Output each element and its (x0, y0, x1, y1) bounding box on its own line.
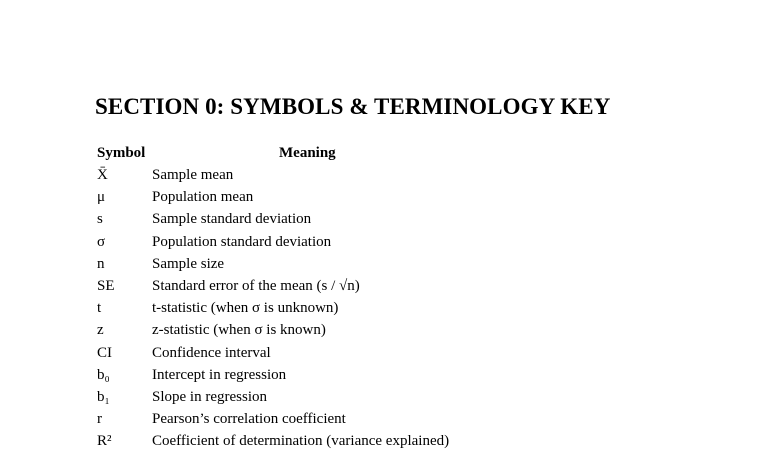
meaning-cell: t-statistic (when σ is unknown) (152, 300, 339, 317)
table-row (97, 231, 657, 253)
symbol-cell: t (97, 300, 102, 317)
meaning-cell: Slope in regression (152, 388, 267, 405)
meaning-cell: Pearson’s correlation coefficient (152, 411, 346, 428)
symbol-cell: CI (97, 344, 112, 361)
meaning-cell: Sample size (152, 255, 225, 272)
meaning-cell: Intercept in regression (152, 366, 287, 383)
meaning-cell: Standard error of the mean (s / √n) (152, 277, 360, 294)
table-row (97, 164, 657, 186)
table-row (97, 408, 657, 430)
symbol-cell: SE (97, 277, 115, 294)
table-row (97, 186, 657, 208)
table-row (97, 208, 657, 230)
table-row (97, 430, 657, 452)
table-header-row (97, 142, 657, 164)
symbol-cell: z (97, 322, 104, 339)
symbol-cell: b₁ (97, 388, 110, 405)
meaning-cell: Sample standard deviation (152, 211, 312, 228)
symbols-table (97, 142, 657, 452)
symbol-cell: r (97, 411, 102, 428)
symbol-cell: X̄ (97, 167, 108, 183)
meaning-cell: Coefficient of determination (variance explained) (152, 433, 450, 450)
table-row (97, 364, 657, 386)
meaning-cell: Sample mean (152, 167, 234, 183)
table-row (97, 297, 657, 319)
symbol-cell: s (97, 211, 103, 228)
table-row (97, 342, 657, 364)
meaning-cell: z-statistic (when σ is known) (152, 322, 326, 339)
symbol-cell: σ (97, 233, 106, 250)
meaning-cell: Population mean (152, 189, 254, 206)
table-row (97, 275, 657, 297)
symbol-cell: R² (97, 433, 112, 450)
section-title: SECTION 0: SYMBOLS & TERMINOLOGY KEY (95, 94, 611, 119)
table-row (97, 253, 657, 275)
table-row (97, 319, 657, 341)
symbol-cell: b₀ (97, 366, 110, 383)
meaning-cell: Confidence interval (152, 344, 271, 361)
meaning-column-header: Meaning (279, 145, 336, 161)
table-row (97, 386, 657, 408)
meaning-cell: Population standard deviation (152, 233, 332, 250)
symbol-cell: n (97, 255, 105, 272)
symbol-column-header: Symbol (97, 145, 146, 161)
symbol-cell: μ (97, 189, 106, 206)
